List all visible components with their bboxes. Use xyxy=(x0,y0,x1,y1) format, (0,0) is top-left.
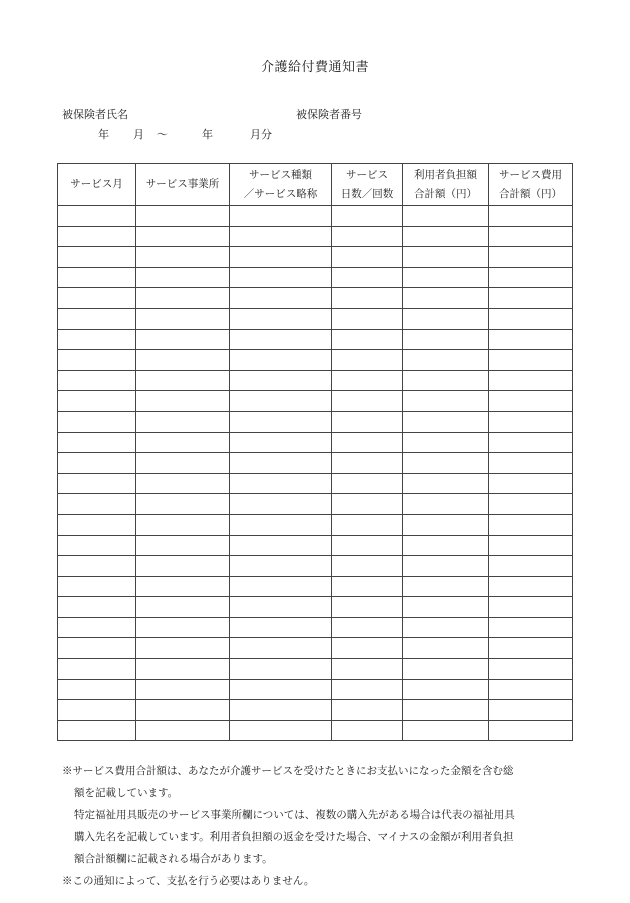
table-cell xyxy=(403,617,489,638)
note-line: 額合計額欄に記載される場合があります。 xyxy=(74,853,273,865)
table-cell xyxy=(332,535,403,556)
column-header-line: 利用者負担額 xyxy=(414,168,477,181)
table-cell xyxy=(332,700,403,721)
table-cell xyxy=(403,247,489,268)
table-cell xyxy=(136,329,230,350)
table-row xyxy=(58,267,573,288)
table-cell xyxy=(403,206,489,227)
table-row xyxy=(58,350,573,371)
table-cell xyxy=(489,494,573,515)
table-cell xyxy=(332,720,403,741)
table-row xyxy=(58,576,573,597)
table-cell xyxy=(403,453,489,474)
table-row xyxy=(58,473,573,494)
table-cell xyxy=(332,350,403,371)
table-cell xyxy=(230,556,332,577)
table-row xyxy=(58,659,573,680)
table-row xyxy=(58,514,573,535)
column-header-line: サービス費用 xyxy=(499,168,562,181)
table-cell xyxy=(403,535,489,556)
column-header-line: サービス種類 xyxy=(249,168,312,181)
column-header-line: ／サービス略称 xyxy=(243,187,318,200)
table-cell xyxy=(58,494,136,515)
column-header-service-month xyxy=(58,164,136,206)
table-cell xyxy=(136,226,230,247)
table-cell xyxy=(230,247,332,268)
column-header-service-provider xyxy=(136,164,230,206)
table-cell xyxy=(332,206,403,227)
table-cell xyxy=(58,247,136,268)
table-cell xyxy=(332,638,403,659)
table-cell xyxy=(489,288,573,309)
table-row xyxy=(58,432,573,453)
table-cell xyxy=(230,453,332,474)
table-cell xyxy=(136,679,230,700)
table-cell xyxy=(332,308,403,329)
table-cell xyxy=(230,638,332,659)
table-cell xyxy=(58,720,136,741)
table-cell xyxy=(58,226,136,247)
table-cell xyxy=(58,638,136,659)
table-header-row xyxy=(58,164,573,206)
table-cell xyxy=(136,659,230,680)
table-cell xyxy=(230,659,332,680)
table-cell xyxy=(136,638,230,659)
note-line: ※サービス費用合計額は、あなたが介護サービスを受けたときにお支払いになった金額を含む総 xyxy=(62,765,514,777)
table-cell xyxy=(403,659,489,680)
table-cell xyxy=(489,514,573,535)
table-row xyxy=(58,247,573,268)
column-header-line: サービス xyxy=(346,168,388,181)
table-cell xyxy=(403,679,489,700)
table-row xyxy=(58,617,573,638)
document-title: 介護給付費通知書 xyxy=(260,60,369,75)
table-cell xyxy=(332,267,403,288)
table-cell xyxy=(136,700,230,721)
table-cell xyxy=(136,720,230,741)
table-cell xyxy=(489,535,573,556)
column-header-line: 合計額（円） xyxy=(499,187,562,200)
table-cell xyxy=(136,411,230,432)
note-line: ※この通知によって、支払を行う必要はありません。 xyxy=(62,875,315,887)
table-cell xyxy=(489,659,573,680)
table-cell xyxy=(58,659,136,680)
table-cell xyxy=(136,288,230,309)
table-row xyxy=(58,391,573,412)
table-cell xyxy=(230,206,332,227)
table-cell xyxy=(489,720,573,741)
table-cell xyxy=(332,288,403,309)
column-header-line: 日数／回数 xyxy=(340,187,394,200)
table-cell xyxy=(403,226,489,247)
table-cell xyxy=(403,391,489,412)
table-cell xyxy=(403,267,489,288)
table-cell xyxy=(230,267,332,288)
table-cell xyxy=(403,308,489,329)
table-cell xyxy=(403,514,489,535)
table-cell xyxy=(489,638,573,659)
column-header-service-type xyxy=(230,164,332,206)
table-cell xyxy=(58,473,136,494)
table-cell xyxy=(489,350,573,371)
table-body xyxy=(58,206,573,741)
table-cell xyxy=(332,411,403,432)
table-cell xyxy=(403,576,489,597)
table-cell xyxy=(403,700,489,721)
table-cell xyxy=(403,494,489,515)
column-header-service-cost-total xyxy=(489,164,573,206)
table-cell xyxy=(230,576,332,597)
period-end-year-label: 年 xyxy=(202,128,213,141)
table-cell xyxy=(136,370,230,391)
table-cell xyxy=(230,370,332,391)
column-header-user-charge-total xyxy=(403,164,489,206)
table-cell xyxy=(489,597,573,618)
table-row xyxy=(58,638,573,659)
table-cell xyxy=(136,432,230,453)
insured-number-label: 被保険者番号 xyxy=(296,108,362,121)
table-row xyxy=(58,556,573,577)
table-cell xyxy=(58,432,136,453)
table-cell xyxy=(136,453,230,474)
column-header-service-days xyxy=(332,164,403,206)
table-cell xyxy=(136,494,230,515)
table-cell xyxy=(332,659,403,680)
table-cell xyxy=(136,556,230,577)
table-cell xyxy=(489,267,573,288)
table-cell xyxy=(489,700,573,721)
table-cell xyxy=(230,494,332,515)
table-row xyxy=(58,288,573,309)
table-cell xyxy=(332,226,403,247)
table-row xyxy=(58,206,573,227)
table-cell xyxy=(136,308,230,329)
table-cell xyxy=(403,720,489,741)
table-row xyxy=(58,226,573,247)
table-cell xyxy=(136,350,230,371)
table-cell xyxy=(332,329,403,350)
table-cell xyxy=(58,370,136,391)
table-row xyxy=(58,329,573,350)
table-cell xyxy=(403,329,489,350)
table-cell xyxy=(489,226,573,247)
table-row xyxy=(58,720,573,741)
table-cell xyxy=(489,206,573,227)
table-cell xyxy=(403,638,489,659)
table-cell xyxy=(489,556,573,577)
period-start-month-label: 月 xyxy=(133,128,144,141)
table-cell xyxy=(403,411,489,432)
table-cell xyxy=(230,411,332,432)
note-line: 特定福祉用具販売のサービス事業所欄については、複数の購入先がある場合は代表の福祉用具 xyxy=(74,809,515,821)
table-cell xyxy=(136,617,230,638)
table-cell xyxy=(489,576,573,597)
table-cell xyxy=(58,411,136,432)
table-cell xyxy=(403,473,489,494)
table-cell xyxy=(58,617,136,638)
table-cell xyxy=(230,720,332,741)
table-cell xyxy=(58,576,136,597)
table-cell xyxy=(230,288,332,309)
insured-name-label: 被保険者氏名 xyxy=(62,108,128,121)
table-cell xyxy=(230,597,332,618)
table-cell xyxy=(403,556,489,577)
table-cell xyxy=(58,679,136,700)
table-cell xyxy=(230,432,332,453)
table-row xyxy=(58,597,573,618)
table-cell xyxy=(332,494,403,515)
table-cell xyxy=(136,391,230,412)
table-cell xyxy=(136,514,230,535)
table-cell xyxy=(489,308,573,329)
table-cell xyxy=(136,473,230,494)
table-cell xyxy=(230,514,332,535)
table-cell xyxy=(332,432,403,453)
table-cell xyxy=(136,576,230,597)
table-cell xyxy=(332,391,403,412)
table-row xyxy=(58,411,573,432)
table-cell xyxy=(58,556,136,577)
table-cell xyxy=(230,350,332,371)
table-cell xyxy=(58,267,136,288)
table-cell xyxy=(489,411,573,432)
table-cell xyxy=(403,350,489,371)
table-cell xyxy=(136,597,230,618)
table-row xyxy=(58,453,573,474)
table-cell xyxy=(403,597,489,618)
table-cell xyxy=(230,226,332,247)
table-cell xyxy=(489,391,573,412)
table-cell xyxy=(489,370,573,391)
period-separator: ～ xyxy=(157,128,168,141)
table-cell xyxy=(332,247,403,268)
table-cell xyxy=(230,473,332,494)
table-cell xyxy=(332,617,403,638)
table-cell xyxy=(332,473,403,494)
table-cell xyxy=(230,535,332,556)
service-table xyxy=(57,163,573,741)
table-cell xyxy=(230,679,332,700)
table-row xyxy=(58,679,573,700)
table-cell xyxy=(230,617,332,638)
column-header-line: 合計額（円） xyxy=(414,187,477,200)
table-row xyxy=(58,494,573,515)
table-cell xyxy=(58,535,136,556)
table-cell xyxy=(58,391,136,412)
period-end-month-label: 月分 xyxy=(250,128,272,141)
table-cell xyxy=(332,556,403,577)
column-header-line: サービス月 xyxy=(70,178,123,190)
table-row xyxy=(58,535,573,556)
table-cell xyxy=(58,453,136,474)
table-cell xyxy=(489,432,573,453)
table-cell xyxy=(403,288,489,309)
table-cell xyxy=(136,247,230,268)
table-cell xyxy=(230,308,332,329)
table-cell xyxy=(58,350,136,371)
column-header-line: サービス事業所 xyxy=(145,178,220,190)
table-cell xyxy=(136,267,230,288)
table-cell xyxy=(230,700,332,721)
table-cell xyxy=(136,206,230,227)
table-cell xyxy=(489,679,573,700)
table-cell xyxy=(58,308,136,329)
table-cell xyxy=(58,288,136,309)
table-cell xyxy=(58,206,136,227)
table-cell xyxy=(230,329,332,350)
table-row xyxy=(58,308,573,329)
table-cell xyxy=(58,329,136,350)
table-cell xyxy=(489,617,573,638)
table-cell xyxy=(489,453,573,474)
table-cell xyxy=(332,514,403,535)
table-cell xyxy=(58,514,136,535)
table-cell xyxy=(332,679,403,700)
notes-section xyxy=(62,760,577,892)
table-cell xyxy=(332,576,403,597)
table-cell xyxy=(332,597,403,618)
table-cell xyxy=(489,473,573,494)
table-cell xyxy=(403,432,489,453)
table-cell xyxy=(489,329,573,350)
table-cell xyxy=(230,391,332,412)
table-cell xyxy=(58,700,136,721)
period-start-year-label: 年 xyxy=(98,128,109,141)
table-cell xyxy=(489,247,573,268)
note-line: 購入先名を記載しています。利用者負担額の返金を受けた場合、マイナスの金額が利用者負担 xyxy=(74,831,514,843)
table-cell xyxy=(332,453,403,474)
table-cell xyxy=(136,535,230,556)
note-line: 額を記載しています。 xyxy=(74,787,179,799)
table-cell xyxy=(403,370,489,391)
table-row xyxy=(58,370,573,391)
table-row xyxy=(58,700,573,721)
table-cell xyxy=(332,370,403,391)
table-cell xyxy=(58,597,136,618)
